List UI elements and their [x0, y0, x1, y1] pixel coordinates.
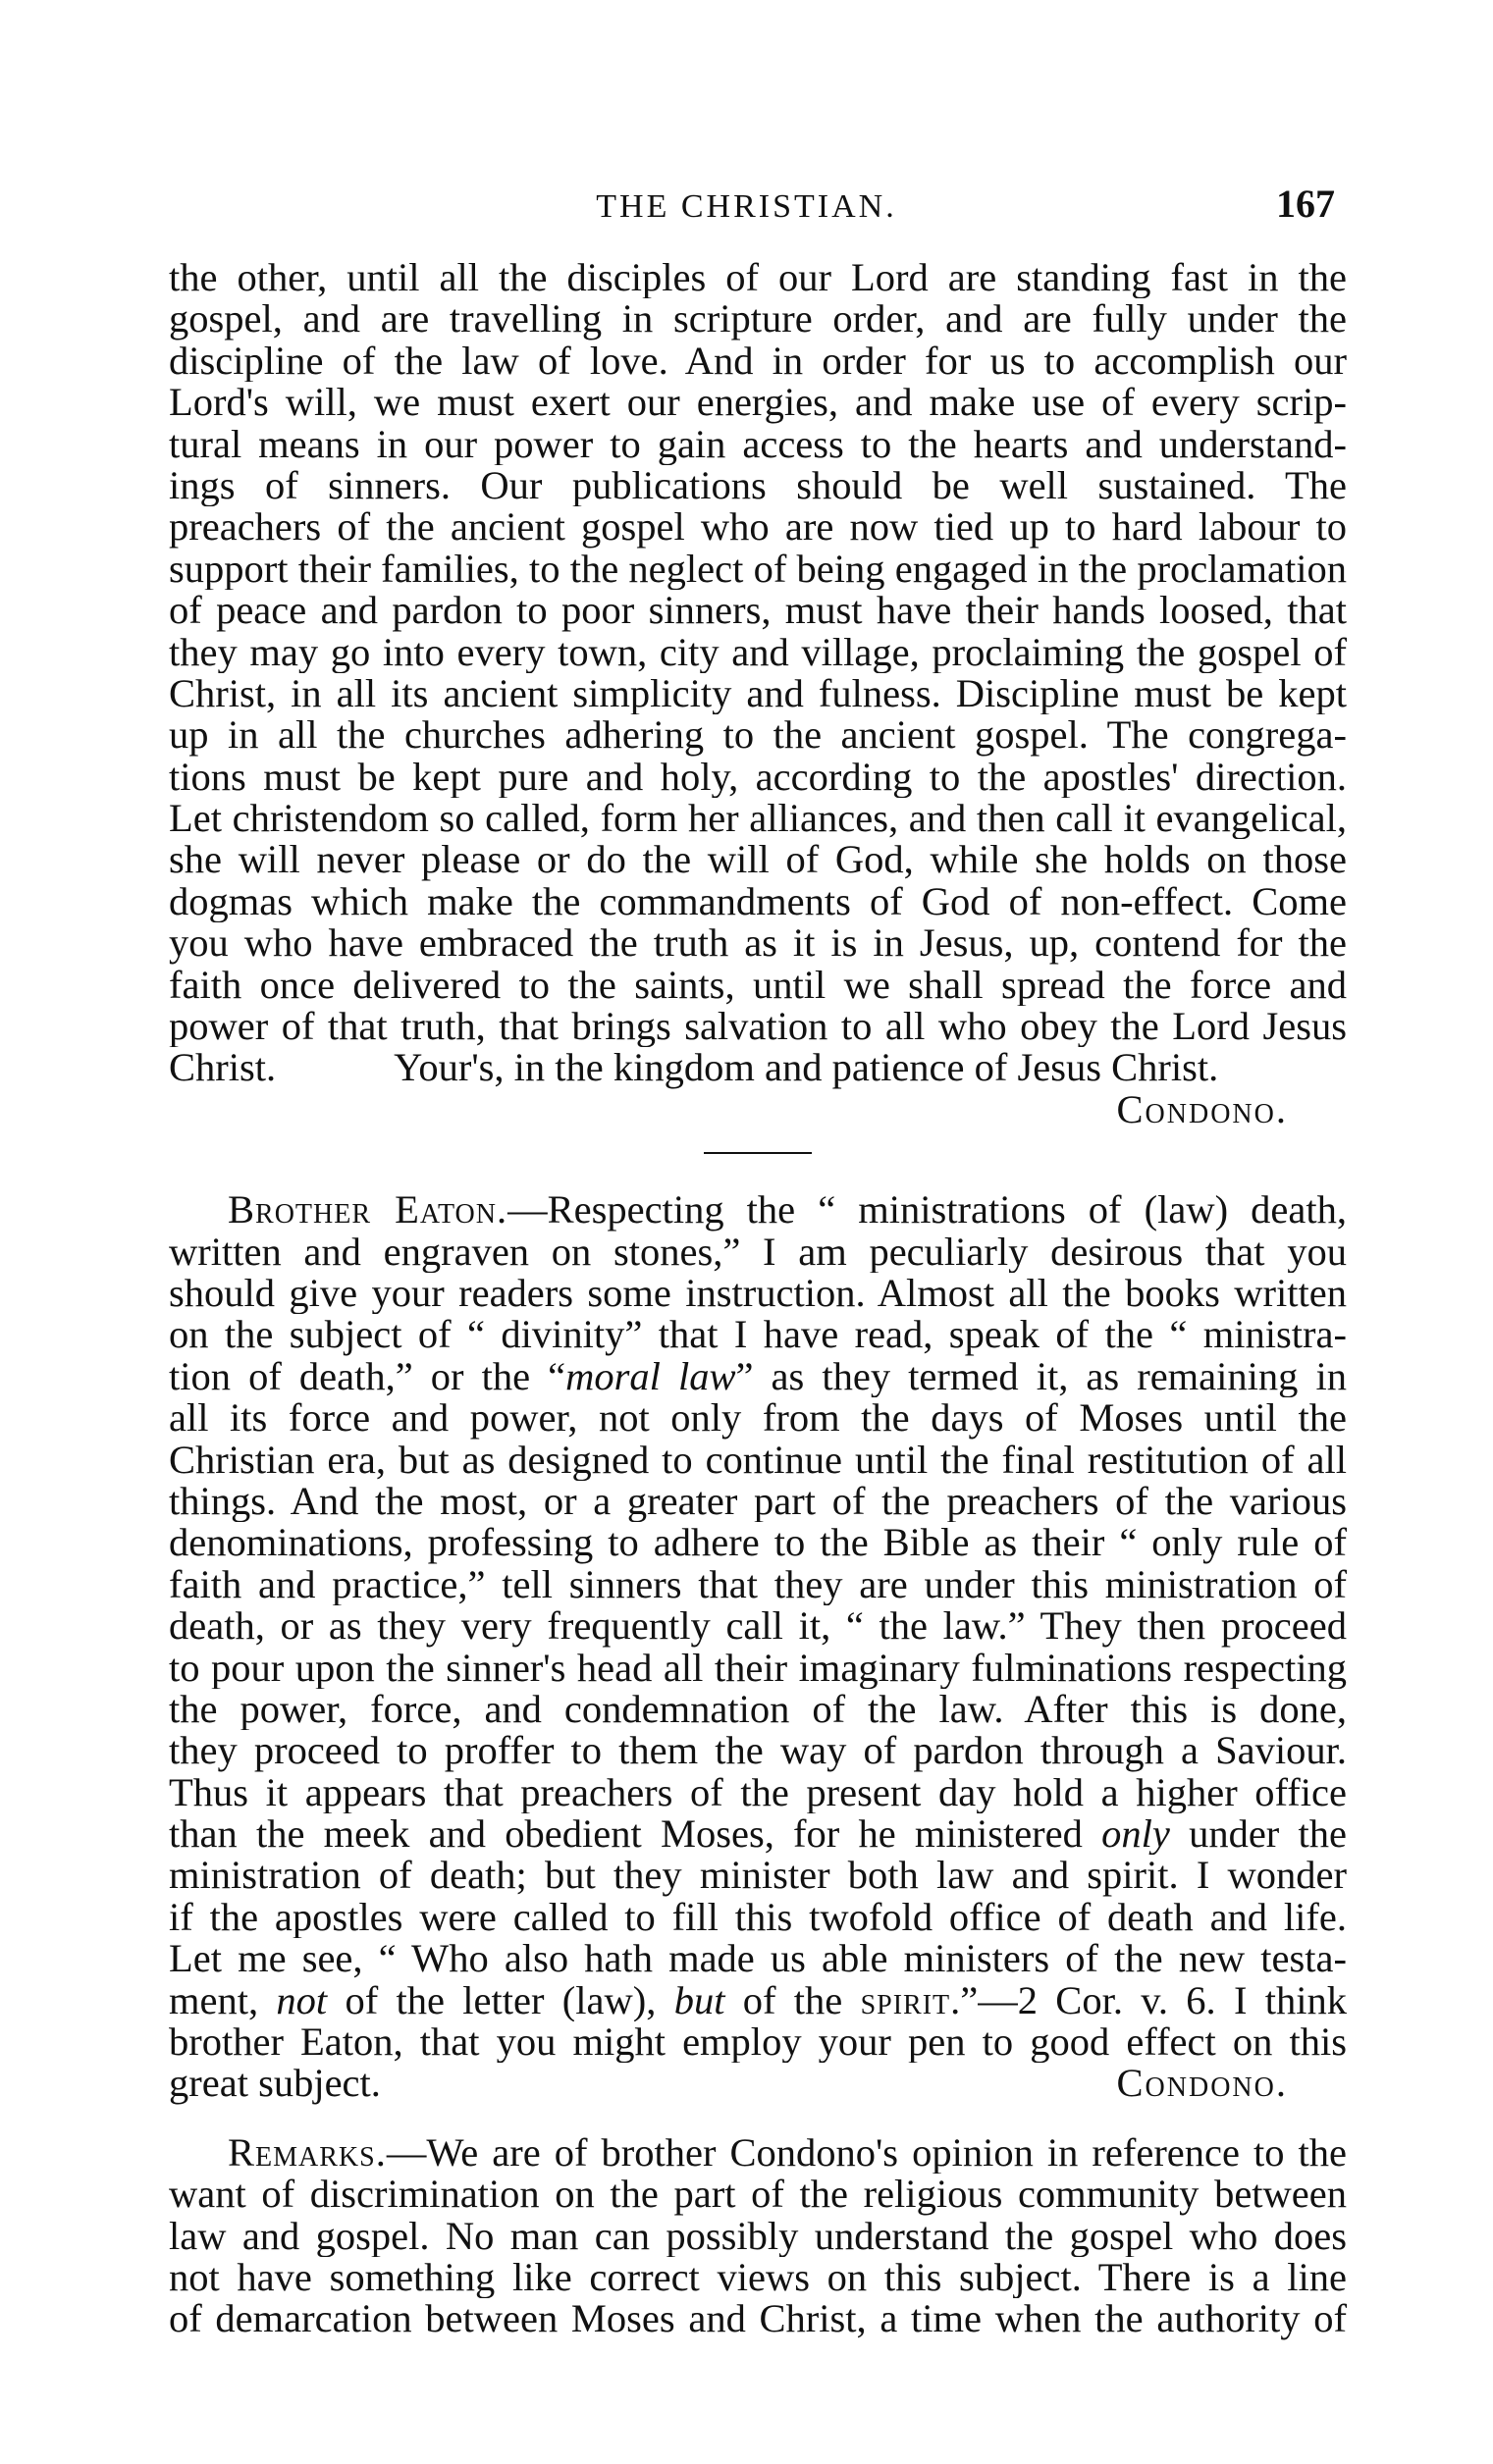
text-line	[169, 1189, 1347, 1231]
text-line: death, or as they very frequently call it, “ the law.” They then proceed	[169, 1605, 1347, 1648]
text-line: they may go into every town, city and village, proclaiming the gospel of	[169, 631, 1347, 673]
italic-word: but	[673, 1979, 725, 2022]
text-line: preachers of the ancient gospel who are now tied up to hard labour to	[169, 506, 1347, 549]
letter-two	[169, 1189, 1347, 2105]
text-line: you who have embraced the truth as it is in Jesus, up, contend for the	[169, 922, 1347, 965]
text-line: she will never please or do the will of God, while she holds on those	[169, 839, 1347, 881]
small-caps-word: spirit	[860, 1979, 951, 2022]
section-divider-wrap	[169, 1130, 1347, 1189]
text-line: Let me see, “ Who also hath made us able ministers of the new testa-	[169, 1938, 1347, 1980]
text-line: want of discrimination on the part of the religious community between	[169, 2174, 1347, 2216]
text-line	[169, 2132, 1347, 2174]
letter-one	[169, 257, 1347, 1130]
closing-end: Your's, in the kingdom and patience of Jesus Christ.	[394, 1047, 1219, 1089]
text-line: law and gospel. No man can possibly understand the gospel who does	[169, 2215, 1347, 2257]
text-line: should give your readers some instruction. Almost all the books written	[169, 1272, 1347, 1315]
section-divider	[704, 1152, 812, 1154]
text-line: discipline of the law of love. And in order for us to accomplish our	[169, 340, 1347, 383]
text-line: the power, force, and condemnation of the law. After this is done,	[169, 1688, 1347, 1731]
text-line: up in all the churches adhering to the ancient gospel. The congrega-	[169, 714, 1347, 757]
salutation: Brother Eaton.	[228, 1189, 508, 1232]
text-line: Thus it appears that preachers of the present day hold a higher office	[169, 1771, 1347, 1814]
text-line: dogmas which make the commandments of God of non-effect. Come	[169, 880, 1347, 923]
text-line: Let christendom so called, form her alliances, and then call it evangelical,	[169, 798, 1347, 840]
text-line: of demarcation between Moses and Christ, a time when the authority of	[169, 2298, 1347, 2340]
text-segment: than the meek and obedient Moses, for he ministered	[169, 1813, 1102, 1856]
italic-word: not	[276, 1979, 328, 2022]
text-line: tural means in our power to gain access to the hearts and understand-	[169, 423, 1347, 465]
signature: Condono.	[1116, 2063, 1288, 2105]
text-line	[169, 1813, 1347, 1855]
signature: Condono.	[1116, 1086, 1288, 1131]
body-text	[169, 257, 1347, 2340]
text-line: ministration of death; but they minister both law and spirit. I wonder	[169, 1855, 1347, 1897]
italic-word: only	[1101, 1813, 1170, 1856]
remarks-label: Remarks.	[228, 2131, 387, 2175]
text-line	[169, 1356, 1347, 1397]
text-line: to pour upon the sinner's head all their imaginary fulminations respecting	[169, 1647, 1347, 1689]
text-line: tions must be kept pure and holy, according to the apostles' direction.	[169, 756, 1347, 799]
closing-start: Christ.	[169, 1047, 277, 1089]
text-line: things. And the most, or a greater part of the preachers of the various	[169, 1480, 1347, 1523]
text-segment: of the letter (law),	[327, 1979, 674, 2022]
text-line: gospel, and are travelling in scripture order, and are fully under the	[169, 298, 1347, 341]
italic-phrase: moral law	[565, 1355, 736, 1398]
text-line: support their families, to the neglect of being engaged in the proclamation	[169, 548, 1347, 591]
text-line: the other, until all the disciples of our Lord are standing fast in the	[169, 257, 1347, 299]
text-line: denominations, professing to adhere to the Bible as their “ only rule of	[169, 1522, 1347, 1564]
text-segment: —We are of brother Condono's opinion in reference to the	[386, 2131, 1347, 2175]
text-line: not have something like correct views on this subject. There is a line	[169, 2256, 1347, 2299]
text-line	[169, 2063, 1347, 2104]
text-line: power of that truth, that brings salvation to all who obey the Lord Jesus	[169, 1006, 1347, 1048]
text-line: written and engraven on stones,” I am peculiarly desirous that you	[169, 1231, 1347, 1273]
text-segment: —Respecting the “ ministrations of (law) death,	[507, 1189, 1347, 1232]
text-line: they proceed to proffer to them the way of pardon through a Saviour.	[169, 1730, 1347, 1772]
text-line: if the apostles were called to fill this twofold office of death and life.	[169, 1896, 1347, 1939]
text-line: Christian era, but as designed to continue until the final restitution of all	[169, 1439, 1347, 1481]
closing-line	[169, 1047, 1347, 1088]
text-line: ings of sinners. Our publications should be well sustained. The	[169, 464, 1347, 507]
paragraph-gap	[169, 2105, 1347, 2132]
text-segment: ” as they termed it, as remaining in	[735, 1355, 1347, 1398]
text-line: brother Eaton, that you might employ your pen to good effect on this	[169, 2021, 1347, 2064]
text-line: Lord's will, we must exert our energies, and make use of every scrip-	[169, 382, 1347, 424]
text-segment: under the	[1169, 1813, 1347, 1856]
page-number: 167	[1276, 182, 1335, 226]
text-line: faith once delivered to the saints, until we shall spread the force and	[169, 964, 1347, 1007]
running-head: THE CHRISTIAN.	[596, 188, 897, 225]
text-line	[169, 1980, 1347, 2021]
text-line: on the subject of “ divinity” that I have read, speak of the “ ministra-	[169, 1314, 1347, 1356]
text-segment: .”—2 Cor. v. 6. I think	[950, 1979, 1347, 2022]
text-segment: of the	[724, 1979, 861, 2022]
text-line: faith and practice,” tell sinners that they are under this ministration of	[169, 1563, 1347, 1606]
text-segment: ment,	[169, 1979, 277, 2022]
text-segment: tion of death,” or the “	[169, 1355, 566, 1398]
text-segment: great subject.	[169, 2063, 381, 2105]
remarks	[169, 2132, 1347, 2340]
text-line: of peace and pardon to poor sinners, must have their hands loosed, that	[169, 590, 1347, 632]
text-line: all its force and power, not only from the days of Moses until the	[169, 1397, 1347, 1440]
text-line: Christ, in all its ancient simplicity and fulness. Discipline must be kept	[169, 672, 1347, 715]
